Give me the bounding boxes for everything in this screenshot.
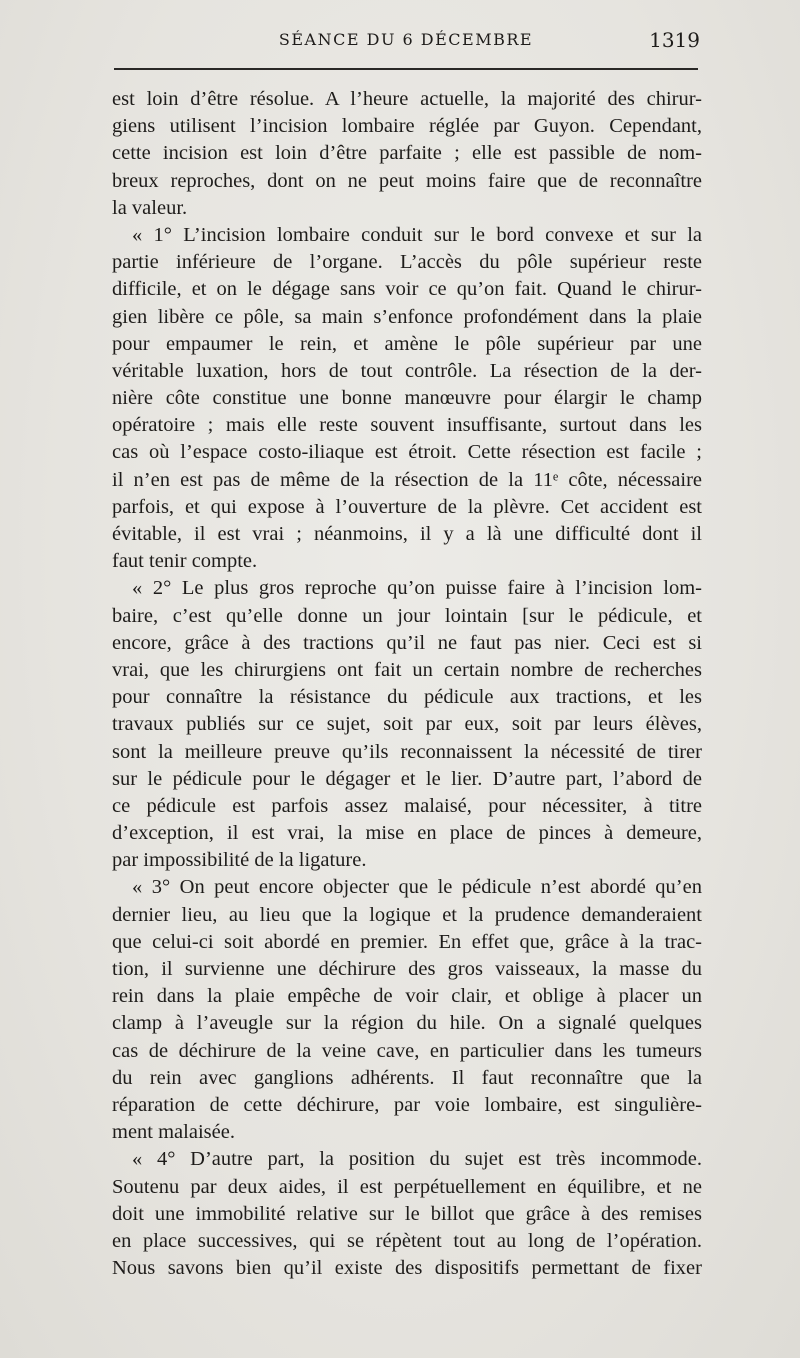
text-line: breux reproches, dont on ne peut moins faire que de reconnaître xyxy=(112,169,702,192)
text-line: partie inférieure de l’organe. L’accès du pôle supérieur reste xyxy=(112,251,702,274)
text-line: encore, grâce à des tractions qu’il ne faut pas nier. Ceci est si xyxy=(112,631,702,654)
text-line: doit une immobilité relative sur le billot que grâce à des remises xyxy=(112,1202,702,1225)
text-line: ce pédicule est parfois assez malaisé, pour nécessiter, à titre xyxy=(112,794,702,817)
text-line: il n’en est pas de même de la résection de la 11ᵉ côte, nécessaire xyxy=(112,468,702,491)
page-number: 1319 xyxy=(649,28,700,52)
text-line: pour empaumer le rein, et amène le pôle supérieur par une xyxy=(112,332,702,355)
text-line: cas de déchirure de la veine cave, en particulier dans les tumeurs xyxy=(112,1039,702,1062)
text-line: d’exception, il est vrai, la mise en place de pinces à demeure, xyxy=(112,822,702,845)
text-line: opératoire ; mais elle reste souvent insuffisante, surtout dans les xyxy=(112,414,702,437)
text-line: la valeur. xyxy=(112,196,188,219)
text-line: parfois, et qui expose à l’ouverture de la plèvre. Cet accident est xyxy=(112,495,702,518)
text-line: nière côte constitue une bonne manœuvre pour élargir le champ xyxy=(112,387,702,410)
text-line: du rein avec ganglions adhérents. Il faut reconnaître que la xyxy=(112,1066,702,1089)
text-line: réparation de cette déchirure, par voie lombaire, est singulière- xyxy=(112,1093,702,1116)
text-line: Soutenu par deux aides, il est perpétuellement en équilibre, et ne xyxy=(112,1175,702,1198)
text-line: sur le pédicule pour le dégager et le lier. D’autre part, l’abord de xyxy=(112,767,702,790)
text-line: par impossibilité de la ligature. xyxy=(112,849,367,872)
header-title: SÉANCE DU 6 DÉCEMBRE xyxy=(278,30,534,49)
text-line: « 2° Le plus gros reproche qu’on puisse faire à l’incision lom- xyxy=(132,577,702,600)
text-line: dernier lieu, au lieu que la logique et la prudence demanderaient xyxy=(112,903,702,926)
text-line: tion, il survienne une déchirure des gros vaisseaux, la masse du xyxy=(112,958,702,980)
text-line: rein dans la plaie empêche de voir clair, et oblige à placer un xyxy=(112,985,702,1008)
text-line: giens utilisent l’incision lombaire réglée par Guyon. Cependant, xyxy=(112,115,702,138)
text-line: « 4° D’autre part, la position du sujet est très incommode. xyxy=(132,1148,702,1171)
text-line: clamp à l’aveugle sur la région du hile. On a signalé quelques xyxy=(112,1012,702,1035)
text-line: gien libère ce pôle, sa main s’enfonce profondément dans la plaie xyxy=(112,305,702,328)
text-line: pour connaître la résistance du pédicule aux tractions, et les xyxy=(112,686,702,709)
text-line: baire, c’est qu’elle donne un jour lointain [sur le pédicule, et xyxy=(112,604,702,627)
text-line: travaux publiés sur ce sujet, soit par eux, soit par leurs élèves, xyxy=(112,713,702,736)
text-line: cette incision est loin d’être parfaite ; elle est passible de nom- xyxy=(112,142,702,165)
text-line: ment malaisée. xyxy=(112,1121,235,1144)
text-line: « 1° L’incision lombaire conduit sur le bord convexe et sur la xyxy=(132,223,702,246)
text-line: véritable luxation, hors de tout contrôle. La résection de la der- xyxy=(112,359,702,382)
text-body xyxy=(112,86,702,1282)
text-line: évitable, il est vrai ; néanmoins, il y a là une difficulté dont il xyxy=(112,523,702,545)
text-line: faut tenir compte. xyxy=(112,550,258,573)
text-line: est loin d’être résolue. A l’heure actuelle, la majorité des chirur- xyxy=(112,88,702,110)
header-rule xyxy=(114,68,698,70)
text-line: en place successives, qui se répètent tout au long de l’opération. xyxy=(112,1229,702,1252)
text-line: vrai, que les chirurgiens ont fait un certain nombre de recherches xyxy=(112,658,702,681)
text-line: Nous savons bien qu’il existe des dispositifs permettant de fixer xyxy=(112,1257,702,1280)
text-line: cas où l’espace costo-iliaque est étroit. Cette résection est facile ; xyxy=(112,441,702,464)
text-line: sont la meilleure preuve qu’ils reconnaissent la nécessité de tirer xyxy=(112,740,702,763)
running-header xyxy=(112,28,700,54)
text-line: « 3° On peut encore objecter que le pédicule n’est abordé qu’en xyxy=(132,876,702,899)
text-line: difficile, et on le dégage sans voir ce qu’on fait. Quand le chirur- xyxy=(112,278,702,301)
text-line: que celui-ci soit abordé en premier. En effet que, grâce à la trac- xyxy=(112,930,702,953)
